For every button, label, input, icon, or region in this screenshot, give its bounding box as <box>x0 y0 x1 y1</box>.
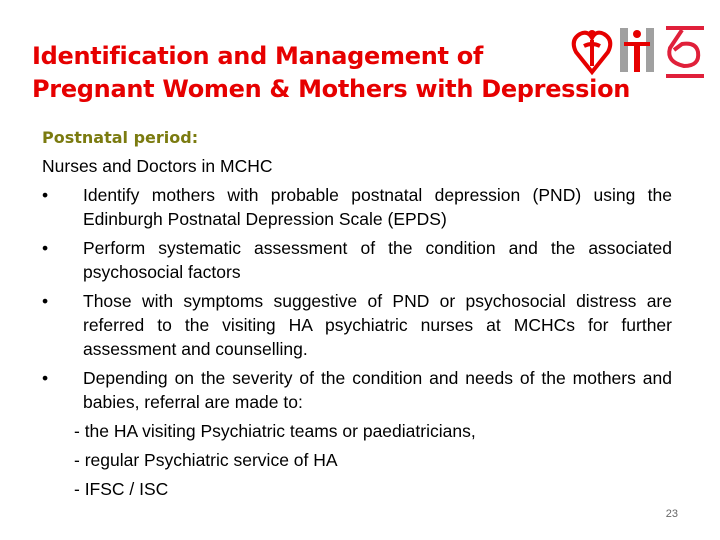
bullet-icon: • <box>42 185 49 205</box>
bullet-item: • Perform systematic assessment of the condition and the associated psychosocial factors <box>42 238 672 282</box>
bullet-item: • Those with symptoms suggestive of PND or psychosocial distress are referred to the visiting HA psychiatric nurses at MCHCs for further assessment and counselling. <box>42 291 672 359</box>
bullet-icon: • <box>42 291 49 311</box>
slide-body <box>42 126 672 506</box>
section-subtitle: Postnatal period: <box>42 128 199 147</box>
department-of-health-logo-icon <box>620 28 654 72</box>
social-welfare-department-logo-icon <box>666 28 704 76</box>
title-line-1: Identification and Management of <box>32 42 484 70</box>
bullet-icon: • <box>42 368 49 388</box>
referral-item: - IFSC / ISC <box>74 479 169 499</box>
title-line-2: Pregnant Women & Mothers with Depression <box>32 75 631 103</box>
intro-text: Nurses and Doctors in MCHC <box>42 156 273 176</box>
bullet-icon: • <box>42 238 49 258</box>
referral-item: - regular Psychiatric service of HA <box>74 450 338 470</box>
hospital-authority-logo-icon <box>574 30 611 72</box>
bullet-item: • Identify mothers with probable postnatal depression (PND) using the Edinburgh Postnatal Depression Scale (EPDS) <box>42 185 672 229</box>
organization-logos <box>570 22 710 82</box>
page-number: 23 <box>665 508 678 520</box>
referral-item: - the HA visiting Psychiatric teams or paediatricians, <box>74 421 476 441</box>
bullet-item: • Depending on the severity of the condition and needs of the mothers and babies, referral are made to: <box>42 368 672 412</box>
slide-title <box>32 40 630 106</box>
